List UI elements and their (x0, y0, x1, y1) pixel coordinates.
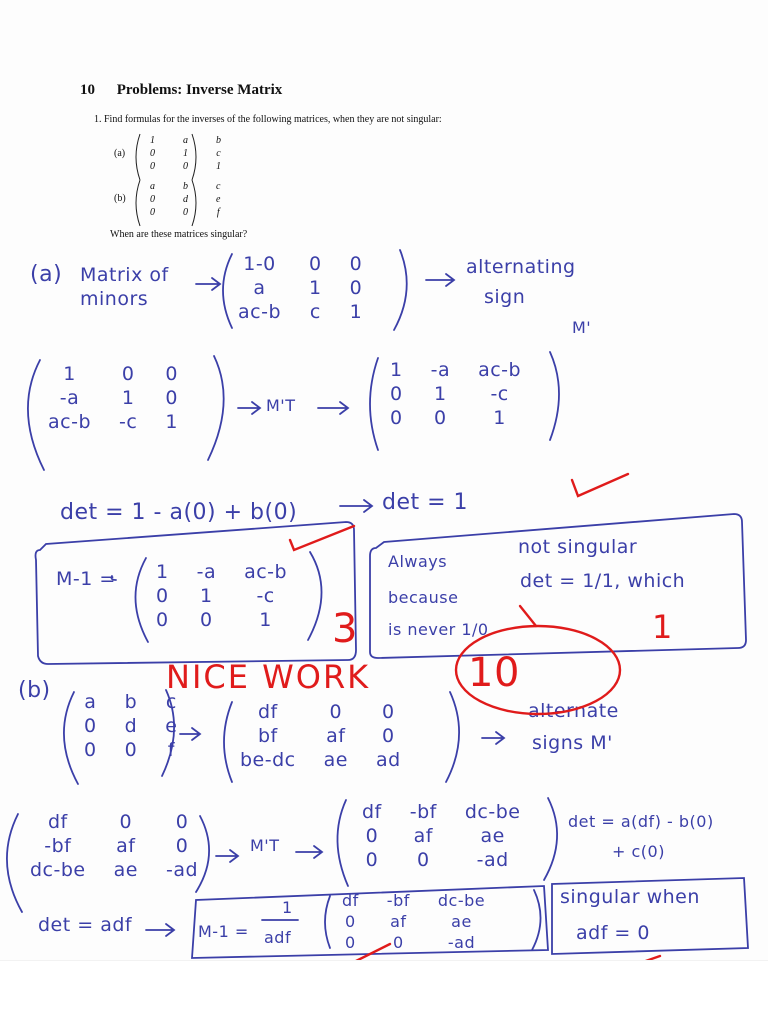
b-adjugate-matrix-cell: 0 (417, 849, 430, 871)
minors-matrix-cell: 0 (349, 253, 363, 275)
arrow-8 (216, 850, 238, 862)
part-a-label: (a) (114, 148, 126, 159)
printed-matrix-b-cell: a (150, 181, 155, 192)
printed-matrix-b-cell: f (216, 207, 220, 218)
b-minors-matrix-cell: 0 (382, 725, 395, 747)
b-inverse-matrix-cell: 0 (345, 912, 356, 931)
hw-b-frac-den: adf (264, 928, 292, 947)
hw-inverse-matrix (142, 560, 301, 632)
hw-m-prime: M' (572, 318, 592, 337)
b-inverse-matrix-cell: -bf (386, 891, 410, 910)
minors-matrix-cell: 0 (349, 277, 363, 299)
hw-is-never: is never 1/0 (388, 620, 489, 639)
b-matrix-row (70, 714, 191, 738)
printed-matrix-a-cell: 1 (183, 148, 188, 159)
arrow-9 (296, 846, 322, 858)
printed-matrix-a (136, 134, 235, 173)
b-matrix-cell: a (84, 691, 97, 713)
printed-matrix-a-cell: b (216, 135, 221, 146)
inverse-matrix-cell: -c (256, 585, 275, 607)
inverse-matrix-cell: 1 (259, 609, 272, 631)
minors-matrix-row (224, 300, 376, 324)
hw-signs: signs M' (532, 732, 613, 754)
hw-b-frac-num: 1 (282, 898, 293, 917)
hw-b-m-inverse: M-1 = (198, 922, 249, 941)
bracket-a-inv-right (308, 552, 322, 640)
inverse-matrix-cell: 0 (156, 609, 169, 631)
b-matrix-cell: d (124, 715, 138, 737)
cofactor-matrix-cell: 1 (121, 387, 135, 409)
b-cofactor-matrix-cell: -ad (165, 859, 199, 881)
b-inverse-matrix-cell: df (342, 891, 359, 910)
printed-matrix-b-cell: e (216, 194, 221, 205)
arrow-4 (318, 402, 348, 414)
adjugate-matrix-row (376, 358, 535, 382)
minors-matrix-cell: 0 (309, 253, 322, 275)
check-mark-2 (290, 526, 354, 550)
b-matrix-cell: 0 (124, 739, 138, 761)
singular-question: When are these matrices singular? (110, 229, 248, 240)
minors-matrix-cell: 1 (309, 277, 322, 299)
hw-b-adjugate (348, 800, 534, 872)
adjugate-matrix-cell: -c (490, 383, 509, 405)
printed-matrix-b (136, 180, 234, 219)
b-inverse-matrix-row (328, 932, 499, 953)
b-adjugate-matrix-cell: df (362, 801, 382, 823)
hw-not-singular: not singular (518, 536, 638, 558)
hw-b-det-final: det = adf (38, 914, 133, 936)
cofactor-matrix-cell: 0 (165, 363, 178, 385)
b-cofactor-matrix-cell: dc-be (30, 859, 86, 881)
inverse-matrix-cell: 1 (200, 585, 213, 607)
minors-matrix-row (224, 252, 376, 276)
b-inverse-matrix-cell: dc-be (437, 891, 486, 910)
hw-sign: sign (484, 286, 526, 308)
b-adjugate-matrix-cell: 0 (365, 849, 379, 871)
b-matrix-row (70, 738, 191, 762)
adjugate-matrix-cell: 1 (434, 383, 447, 405)
hw-cofactor-matrix (34, 362, 192, 434)
grade-three: 3 (332, 606, 358, 652)
check-mark-1 (572, 474, 628, 496)
part-b-label: (b) (114, 193, 126, 204)
adjugate-matrix-cell: 0 (434, 407, 447, 429)
hw-matrix-of: Matrix of (80, 264, 169, 286)
b-inverse-matrix-row (328, 911, 499, 932)
hw-alternate: alternate (528, 700, 619, 722)
cofactor-matrix-row (34, 410, 192, 434)
b-minors-matrix-row (226, 724, 415, 748)
b-cofactor-matrix-cell: 0 (175, 811, 189, 833)
section-number: 10 (80, 82, 95, 98)
arrow-3 (238, 402, 260, 414)
hw-minors: minors (80, 288, 149, 310)
hw-adjugate-matrix (376, 358, 535, 430)
b-adjugate-matrix-row (348, 848, 534, 872)
b-matrix-cell: e (165, 715, 178, 737)
adjugate-matrix-cell: 0 (390, 383, 403, 405)
minors-matrix-cell: a (253, 277, 266, 299)
hw-a-label: (a) (30, 262, 63, 287)
b-inverse-matrix-cell: -ad (447, 933, 476, 952)
inverse-matrix-cell: ac-b (244, 561, 288, 583)
printed-matrix-a-cell: 0 (150, 148, 155, 159)
minors-matrix-cell: ac-b (238, 301, 282, 323)
b-matrix-cell: b (124, 691, 138, 713)
minors-matrix-cell: c (309, 301, 321, 323)
arrow-7 (482, 732, 504, 744)
b-inverse-matrix-cell: af (390, 912, 407, 931)
b-adjugate-matrix-cell: ae (480, 825, 505, 847)
hw-b-mt: M'T (250, 836, 280, 855)
printed-matrix-a-row (136, 134, 235, 147)
printed-matrix-a-cell: 1 (216, 161, 221, 172)
minors-matrix-row (224, 276, 376, 300)
bracket-a-minors-right (394, 250, 407, 330)
bracket-b-inv-right (532, 890, 541, 950)
b-matrix-cell: 0 (84, 739, 97, 761)
b-cofactor-matrix-row (16, 834, 212, 858)
page-bottom-margin (0, 960, 768, 1025)
bracket-b-adj-left (337, 800, 348, 886)
adjugate-matrix-row (376, 406, 535, 430)
hw-m-inverse-label: M-1 = (56, 568, 116, 590)
b-minors-matrix-cell: ae (323, 749, 348, 771)
b-matrix-row (70, 690, 191, 714)
section-heading (80, 82, 282, 99)
b-minors-matrix-cell: bf (257, 725, 278, 747)
b-adjugate-matrix-cell: dc-be (464, 801, 521, 823)
hw-b-det-1: det = a(df) - b(0) (568, 812, 714, 831)
arrow-5 (340, 500, 372, 512)
adjugate-matrix-cell: 1 (493, 407, 506, 429)
inverse-matrix-row (142, 560, 301, 584)
printed-matrix-b-row (136, 193, 234, 206)
b-cofactor-matrix-cell: -bf (44, 835, 72, 857)
arrow-1 (196, 278, 220, 290)
hw-because: because (388, 588, 459, 607)
hw-b-label: (b) (18, 678, 51, 703)
b-adjugate-matrix-cell: -bf (409, 801, 437, 823)
bracket-b-adj-right (544, 798, 557, 880)
hw-det-eq: det = 1/1, which (520, 570, 686, 592)
printed-matrix-b-cell: 0 (183, 207, 188, 218)
bracket-b-minors-right (446, 692, 459, 782)
b-minors-matrix-cell: af (326, 725, 346, 747)
b-cofactor-matrix-cell: 0 (175, 835, 189, 857)
b-adjugate-matrix-row (348, 800, 534, 824)
b-inverse-matrix-cell: 0 (345, 933, 356, 952)
printed-matrix-b-cell: b (183, 181, 188, 192)
b-cofactor-matrix-cell: af (116, 835, 136, 857)
b-cofactor-matrix-cell: ae (113, 859, 138, 881)
printed-matrix-b-row (136, 180, 234, 193)
b-cofactor-matrix-row (16, 858, 212, 882)
b-adjugate-matrix-cell: -ad (476, 849, 509, 871)
bracket-a-adj-right (550, 352, 559, 440)
inverse-matrix-row (142, 608, 301, 632)
printed-matrix-b-cell: d (183, 194, 188, 205)
printed-matrix-a-cell: 0 (150, 161, 155, 172)
cofactor-matrix-row (34, 386, 192, 410)
hw-b-cofactor (16, 810, 212, 882)
cofactor-matrix-cell: 1 (165, 411, 178, 433)
b-matrix-cell: 0 (84, 715, 97, 737)
b-inverse-matrix-cell: 0 (392, 933, 404, 952)
cofactor-matrix-cell: 0 (165, 387, 178, 409)
arrow-10 (146, 924, 174, 936)
minors-matrix-cell: 1 (349, 301, 363, 323)
hw-mt-arrow: M'T (266, 396, 296, 415)
b-adjugate-matrix-row (348, 824, 534, 848)
cofactor-matrix-cell: -c (119, 411, 138, 433)
printed-matrix-a-cell: 1 (150, 135, 155, 146)
hw-det-result: det = 1 (382, 490, 469, 515)
printed-matrix-b-cell: 0 (150, 194, 155, 205)
printed-matrix-a-row (136, 147, 235, 160)
printed-matrix-b-cell: c (216, 181, 221, 192)
grade-ten: 10 (468, 650, 520, 696)
inverse-matrix-cell: 0 (200, 609, 213, 631)
b-minors-matrix-row (226, 700, 415, 724)
bracket-a-cof-right (208, 356, 224, 460)
printed-matrix-a-cell: 0 (183, 161, 188, 172)
inverse-matrix-cell: 0 (156, 585, 169, 607)
cofactor-matrix-row (34, 362, 192, 386)
b-adjugate-matrix-cell: 0 (365, 825, 379, 847)
hw-alternating: alternating (466, 256, 576, 278)
inverse-matrix-cell: -a (196, 561, 217, 583)
hw-b-minors (226, 700, 415, 772)
arrow-2 (426, 274, 454, 286)
printed-matrix-a-cell: a (183, 135, 188, 146)
inverse-matrix-cell: 1 (156, 561, 169, 583)
printed-matrix-a-cell: c (216, 148, 221, 159)
hw-singular-when: singular when (560, 886, 700, 908)
b-cofactor-matrix-row (16, 810, 212, 834)
hw-det-line: det = 1 - a(0) + b(0) (60, 500, 298, 525)
printed-matrix-a-row (136, 160, 235, 173)
adjugate-matrix-cell: -a (430, 359, 451, 381)
problem-statement: 1. Find formulas for the inverses of the following matrices, when they are not singular: (94, 114, 442, 125)
b-cofactor-matrix-cell: df (47, 811, 68, 833)
b-minors-matrix-cell: df (257, 701, 278, 723)
printed-matrix-b-cell: 0 (150, 207, 155, 218)
b-cofactor-matrix-cell: 0 (119, 811, 133, 833)
adjugate-matrix-cell: 1 (390, 359, 403, 381)
section-title: Problems: Inverse Matrix (116, 82, 283, 98)
b-minors-matrix-cell: 0 (329, 701, 343, 723)
b-inverse-matrix-cell: ae (451, 912, 472, 931)
b-minors-matrix-cell: 0 (382, 701, 395, 723)
hw-b-matrix (70, 690, 191, 762)
hw-b-det-2: + c(0) (612, 842, 665, 861)
nice-work-note: NICE WORK (166, 658, 371, 696)
printed-matrix-b-row (136, 206, 234, 219)
hw-adf-zero: adf = 0 (576, 922, 650, 944)
grade-one: 1 (652, 608, 673, 646)
adjugate-matrix-cell: ac-b (478, 359, 522, 381)
adjugate-matrix-cell: 0 (390, 407, 403, 429)
cofactor-matrix-cell: 1 (63, 363, 76, 385)
b-adjugate-matrix-cell: af (413, 825, 433, 847)
hw-always: Always (388, 552, 448, 571)
b-minors-matrix-cell: ad (375, 749, 401, 771)
cofactor-matrix-cell: -a (59, 387, 80, 409)
inverse-matrix-row (142, 584, 301, 608)
b-inverse-matrix-row (328, 890, 499, 911)
minors-matrix-cell: 1-0 (243, 253, 276, 275)
cofactor-matrix-cell: ac-b (48, 411, 92, 433)
b-minors-matrix-cell: be-dc (240, 749, 296, 771)
b-minors-matrix-row (226, 748, 415, 772)
hw-minors-matrix (224, 252, 376, 324)
cofactor-matrix-cell: 0 (121, 363, 135, 385)
circle-tail (520, 606, 536, 626)
hw-b-inverse-matrix (328, 890, 499, 953)
b-matrix-cell: c (165, 691, 177, 713)
adjugate-matrix-row (376, 382, 535, 406)
b-matrix-cell: f (167, 739, 175, 761)
